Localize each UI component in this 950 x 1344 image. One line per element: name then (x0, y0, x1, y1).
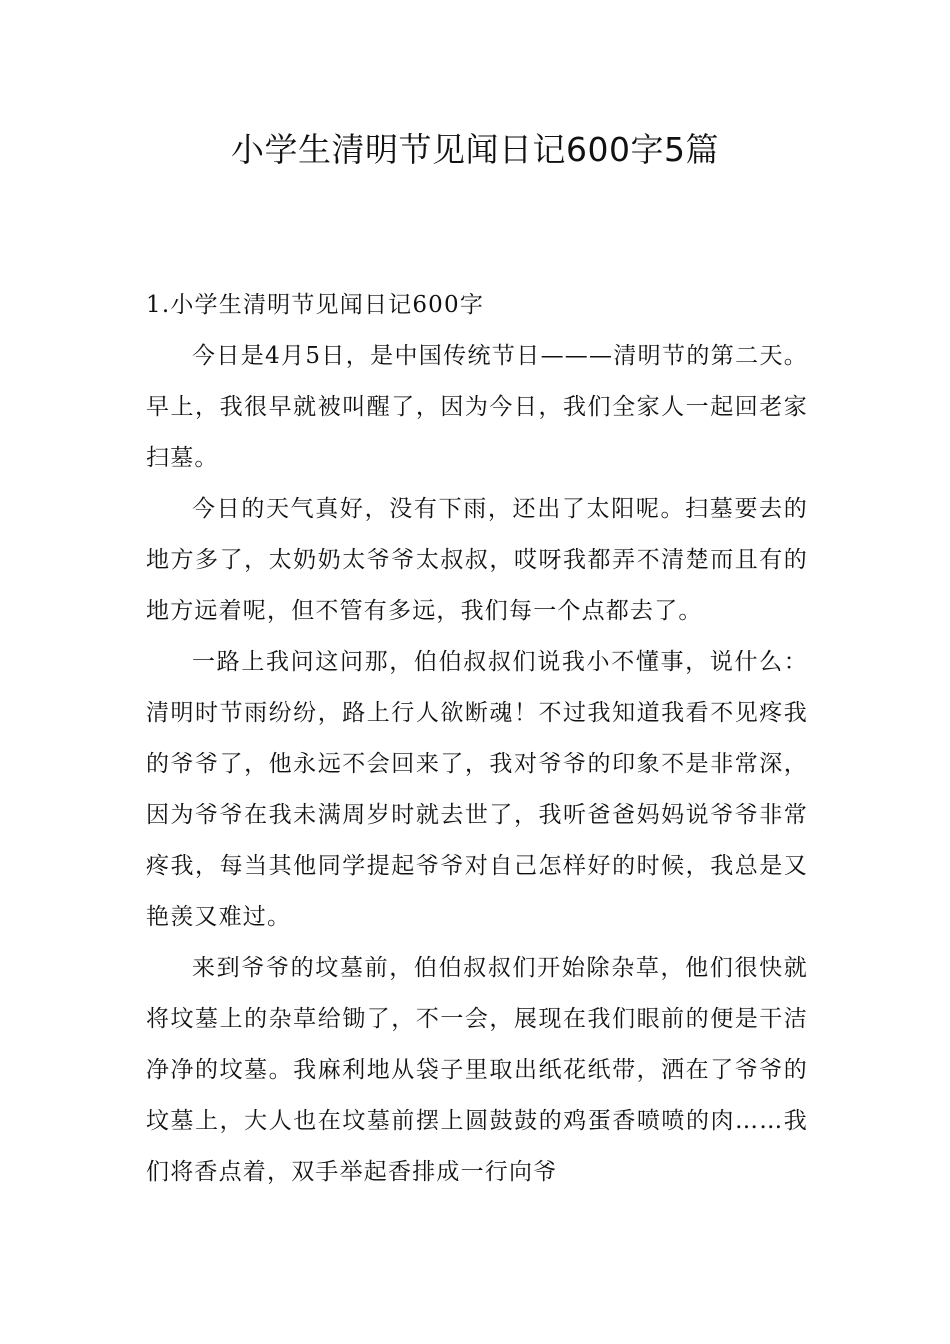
paragraph-1: 今日是4月5日，是中国传统节日———清明节的第二天。早上，我很早就被叫醒了，因为今日，我们全家人一起回老家扫墓。 (146, 343, 808, 471)
document-title: 小学生清明节见闻日记600字5篇 (231, 130, 719, 169)
paragraph-4: 来到爷爷的坟墓前，伯伯叔叔们开始除杂草，他们很快就将坟墓上的杂草给锄了，不一会，展现在我们眼前的便是干洁净净的坟墓。我麻利地从袋子里取出纸花纸带，洒在了爷爷的坟墓上，大人也在坟墓前摆上圆鼓鼓的鸡蛋香喷喷的肉……我们将香点着，双手举起香排成一行向爷 (146, 955, 808, 1185)
paragraph-2: 今日的天气真好，没有下雨，还出了太阳呢。扫墓要去的地方多了，太奶奶太爷爷太叔叔，哎呀我都弄不清楚而且有的地方远着呢，但不管有多远，我们每一个点都去了。 (146, 496, 808, 624)
document-body (146, 280, 808, 1198)
section-heading: 1.小学生清明节见闻日记600字 (146, 292, 485, 318)
paragraph-3: 一路上我问这问那，伯伯叔叔们说我小不懂事，说什么：清明时节雨纷纷，路上行人欲断魂！不过我知道我看不见疼我的爷爷了，他永远不会回来了，我对爷爷的印象不是非常深，因为爷爷在我未满周岁时就去世了，我听爸爸妈妈说爷爷非常疼我，每当其他同学提起爷爷对自己怎样好的时候，我总是又艳羡又难过。 (146, 649, 808, 930)
